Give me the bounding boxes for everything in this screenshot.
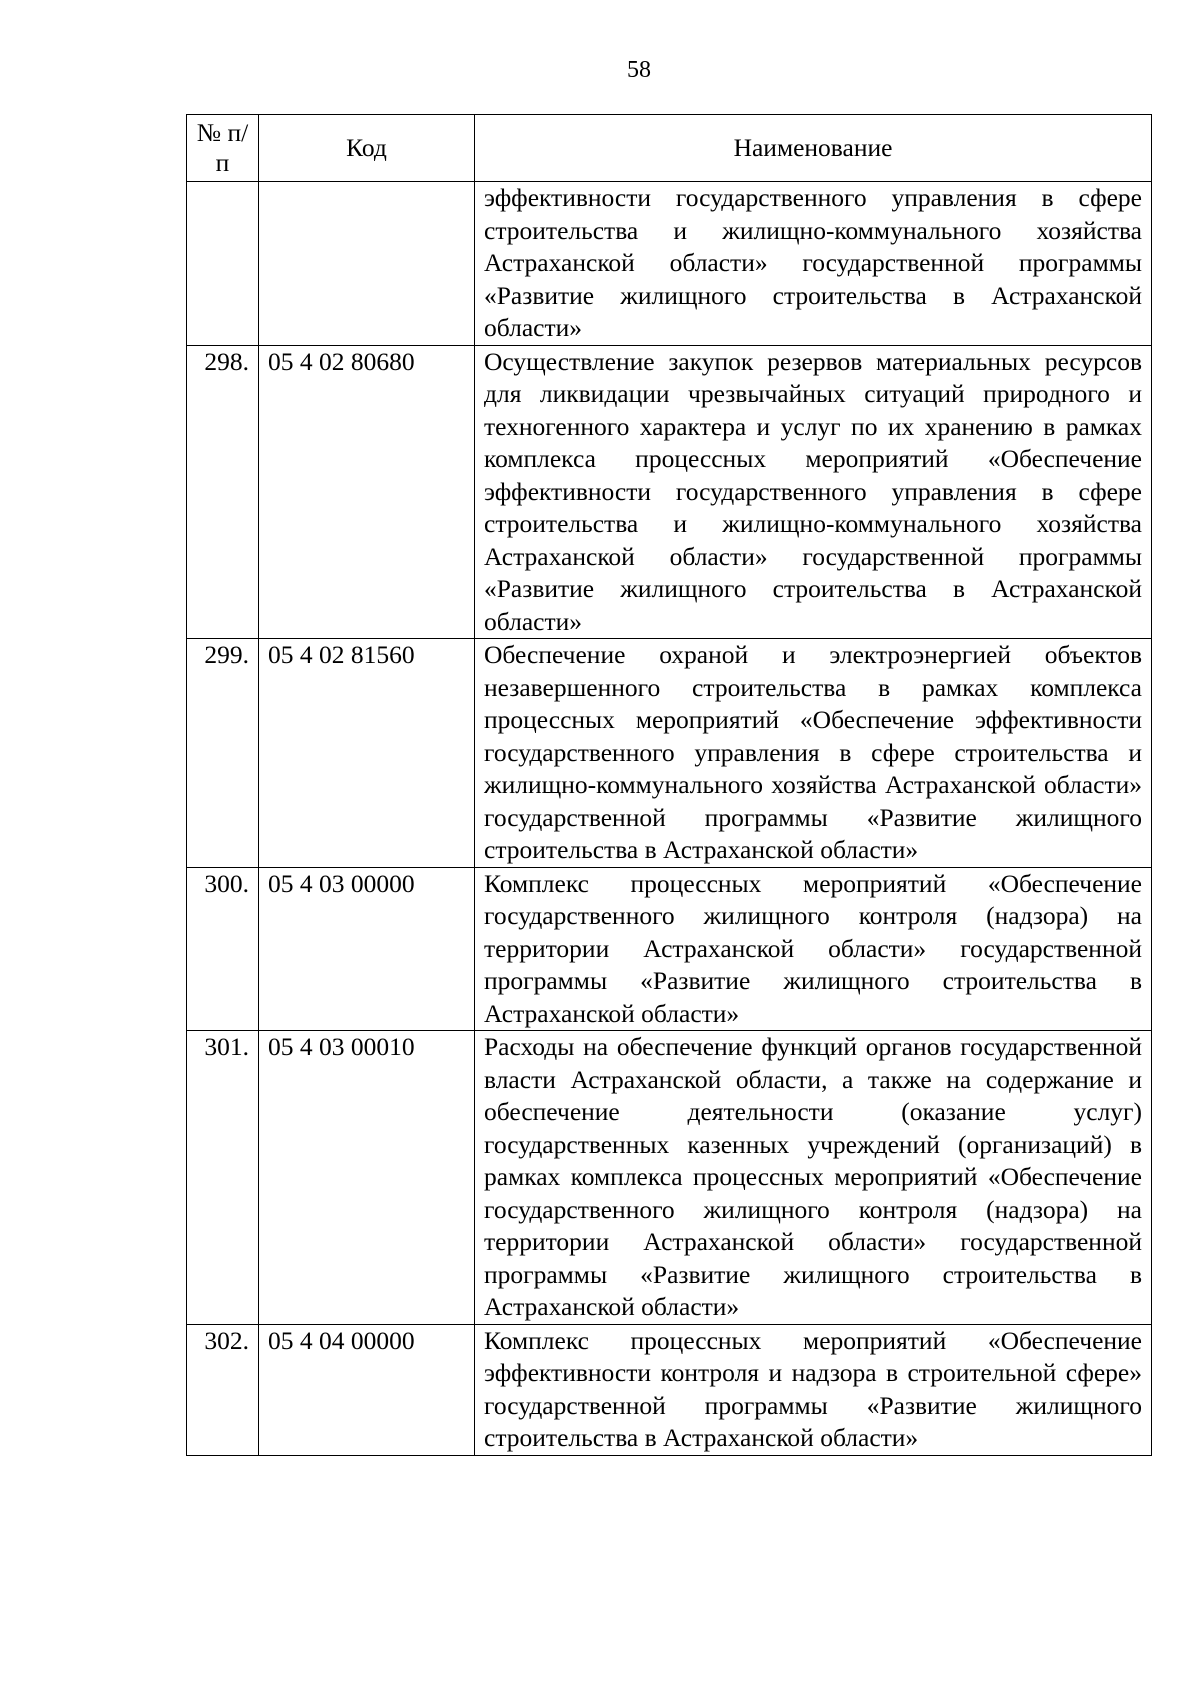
table-row — [187, 345, 1152, 639]
row-name: эффективности государственного управления в сфере строительства и жилищно-коммунального хозяйства Астраханской области» государственной программы «Развитие жилищного строительства в Астраханской области» — [475, 182, 1152, 346]
table-row — [187, 867, 1152, 1031]
page-number: 58 — [627, 57, 651, 83]
row-name: Комплекс процессных мероприятий «Обеспечение государственного жилищного контроля (надзора) на территории Астраханской области» государственной программы «Развитие жилищного строительства в Астраханской области» — [475, 867, 1152, 1031]
table-row — [187, 639, 1152, 868]
row-number — [187, 182, 259, 346]
table-row — [187, 182, 1152, 346]
header-name: Наименование — [475, 115, 1152, 182]
row-number: 301. — [187, 1031, 259, 1325]
row-code: 05 4 02 81560 — [259, 639, 475, 868]
header-number: № п/п — [187, 115, 259, 182]
table-header-row — [187, 115, 1152, 182]
row-name: Обеспечение охраной и электроэнергией объектов незавершенного строительства в рамках комплекса процессных мероприятий «Обеспечение эффективности государственного управления в сфере строительства и жилищно-коммунального хозяйства Астраханской области» государственной программы «Развитие жилищного строительства в Астраханской области» — [475, 639, 1152, 868]
header-code: Код — [259, 115, 475, 182]
row-number: 299. — [187, 639, 259, 868]
row-code: 05 4 04 00000 — [259, 1324, 475, 1455]
budget-classification-table — [186, 114, 1152, 1456]
row-code: 05 4 02 80680 — [259, 345, 475, 639]
row-code: 05 4 03 00010 — [259, 1031, 475, 1325]
row-name: Расходы на обеспечение функций органов государственной власти Астраханской области, а также на содержание и обеспечение деятельности (оказание услуг) государственных казенных учреждений (организаций) в рамках комплекса процессных мероприятий «Обеспечение государственного жилищного контроля (надзора) на территории Астраханской области» государственной программы «Развитие жилищного строительства в Астраханской области» — [475, 1031, 1152, 1325]
row-code: 05 4 03 00000 — [259, 867, 475, 1031]
row-code — [259, 182, 475, 346]
row-number: 302. — [187, 1324, 259, 1455]
row-number: 298. — [187, 345, 259, 639]
table-row — [187, 1324, 1152, 1455]
row-number: 300. — [187, 867, 259, 1031]
row-name: Осуществление закупок резервов материальных ресурсов для ликвидации чрезвычайных ситуаций природного и техногенного характера и услуг по их хранению в рамках комплекса процессных мероприятий «Обеспечение эффективности государственного управления в сфере строительства и жилищно-коммунального хозяйства Астраханской области» государственной программы «Развитие жилищного строительства в Астраханской области» — [475, 345, 1152, 639]
row-name: Комплекс процессных мероприятий «Обеспечение эффективности контроля и надзора в строительной сфере» государственной программы «Развитие жилищного строительства в Астраханской области» — [475, 1324, 1152, 1455]
table-row — [187, 1031, 1152, 1325]
